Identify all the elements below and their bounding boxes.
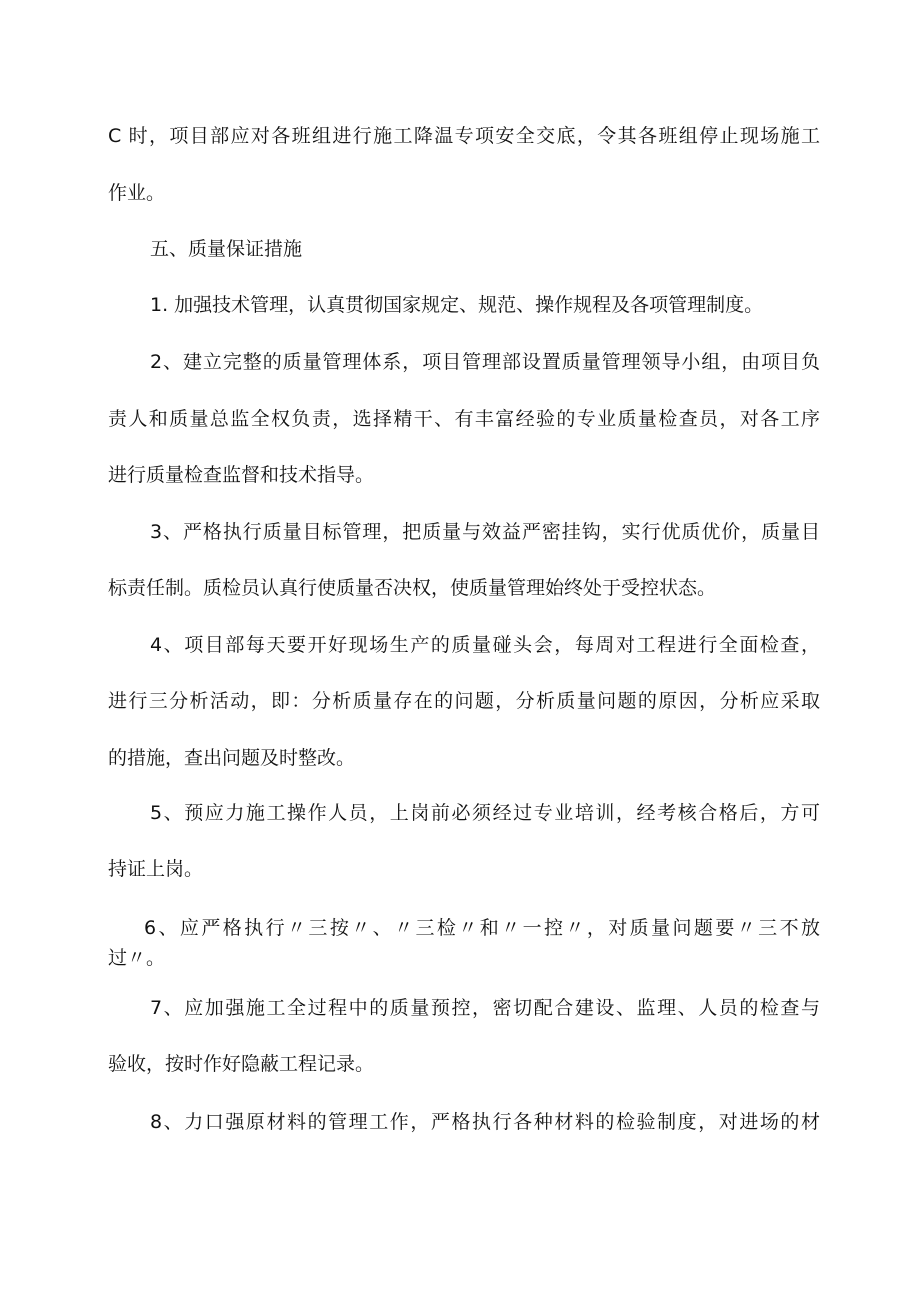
- paragraph-item-2-line: 进行质量检查监督和技术指导。: [108, 464, 375, 486]
- paragraph-item-2: 2、建立完整的质量管理体系，项目管理部设置质量管理领导小组，由项目负: [150, 351, 820, 373]
- paragraph-item-4: 4、项目部每天要开好现场生产的质量碰头会，每周对工程进行全面检查，: [150, 634, 820, 656]
- paragraph-item-4-line: 进行三分析活动，即：分析质量存在的问题，分析质量问题的原因，分析应采取: [108, 690, 820, 712]
- paragraph-item-5: 5、预应力施工操作人员，上岗前必须经过专业培训，经考核合格后，方可: [150, 802, 820, 824]
- section-heading: 五、质量保证措施: [150, 238, 303, 260]
- paragraph-item-2-line: 责人和质量总监全权负责，选择精干、有丰富经验的专业质量检查员，对各工序: [108, 408, 820, 430]
- paragraph-continuation-line: 作业。: [108, 182, 166, 204]
- paragraph-item-8: 8、力口强原材料的管理工作，严格执行各种材料的检验制度，对进场的材: [150, 1111, 820, 1133]
- paragraph-item-7-line: 验收，按时作好隐蔽工程记录。: [108, 1053, 375, 1075]
- paragraph-item-6-line: 过〃。: [108, 947, 166, 969]
- paragraph-item-4-line: 的措施，查出问题及时整改。: [108, 747, 356, 769]
- paragraph-item-6: 6、应严格执行〃三按〃、〃三检〃和〃一控〃，对质量问题要〃三不放: [144, 917, 820, 939]
- paragraph-item-3: 3、严格执行质量目标管理，把质量与效益严密挂钩，实行优质优价，质量目: [150, 521, 820, 543]
- paragraph-item-3-line: 标责任制。质检员认真行使质量否决权，使质量管理始终处于受控状态。: [108, 577, 717, 599]
- paragraph-item-7: 7、应加强施工全过程中的质量预控，密切配合建设、监理、人员的检查与: [150, 997, 820, 1019]
- paragraph-item-5-line: 持证上岗。: [108, 858, 204, 880]
- paragraph-item-1: 1. 加强技术管理，认真贯彻国家规定、规范、操作规程及各项管理制度。: [150, 294, 764, 316]
- paragraph-continuation-line: C 时，项目部应对各班组进行施工降温专项安全交底，令其各班组停止现场施工: [108, 125, 820, 147]
